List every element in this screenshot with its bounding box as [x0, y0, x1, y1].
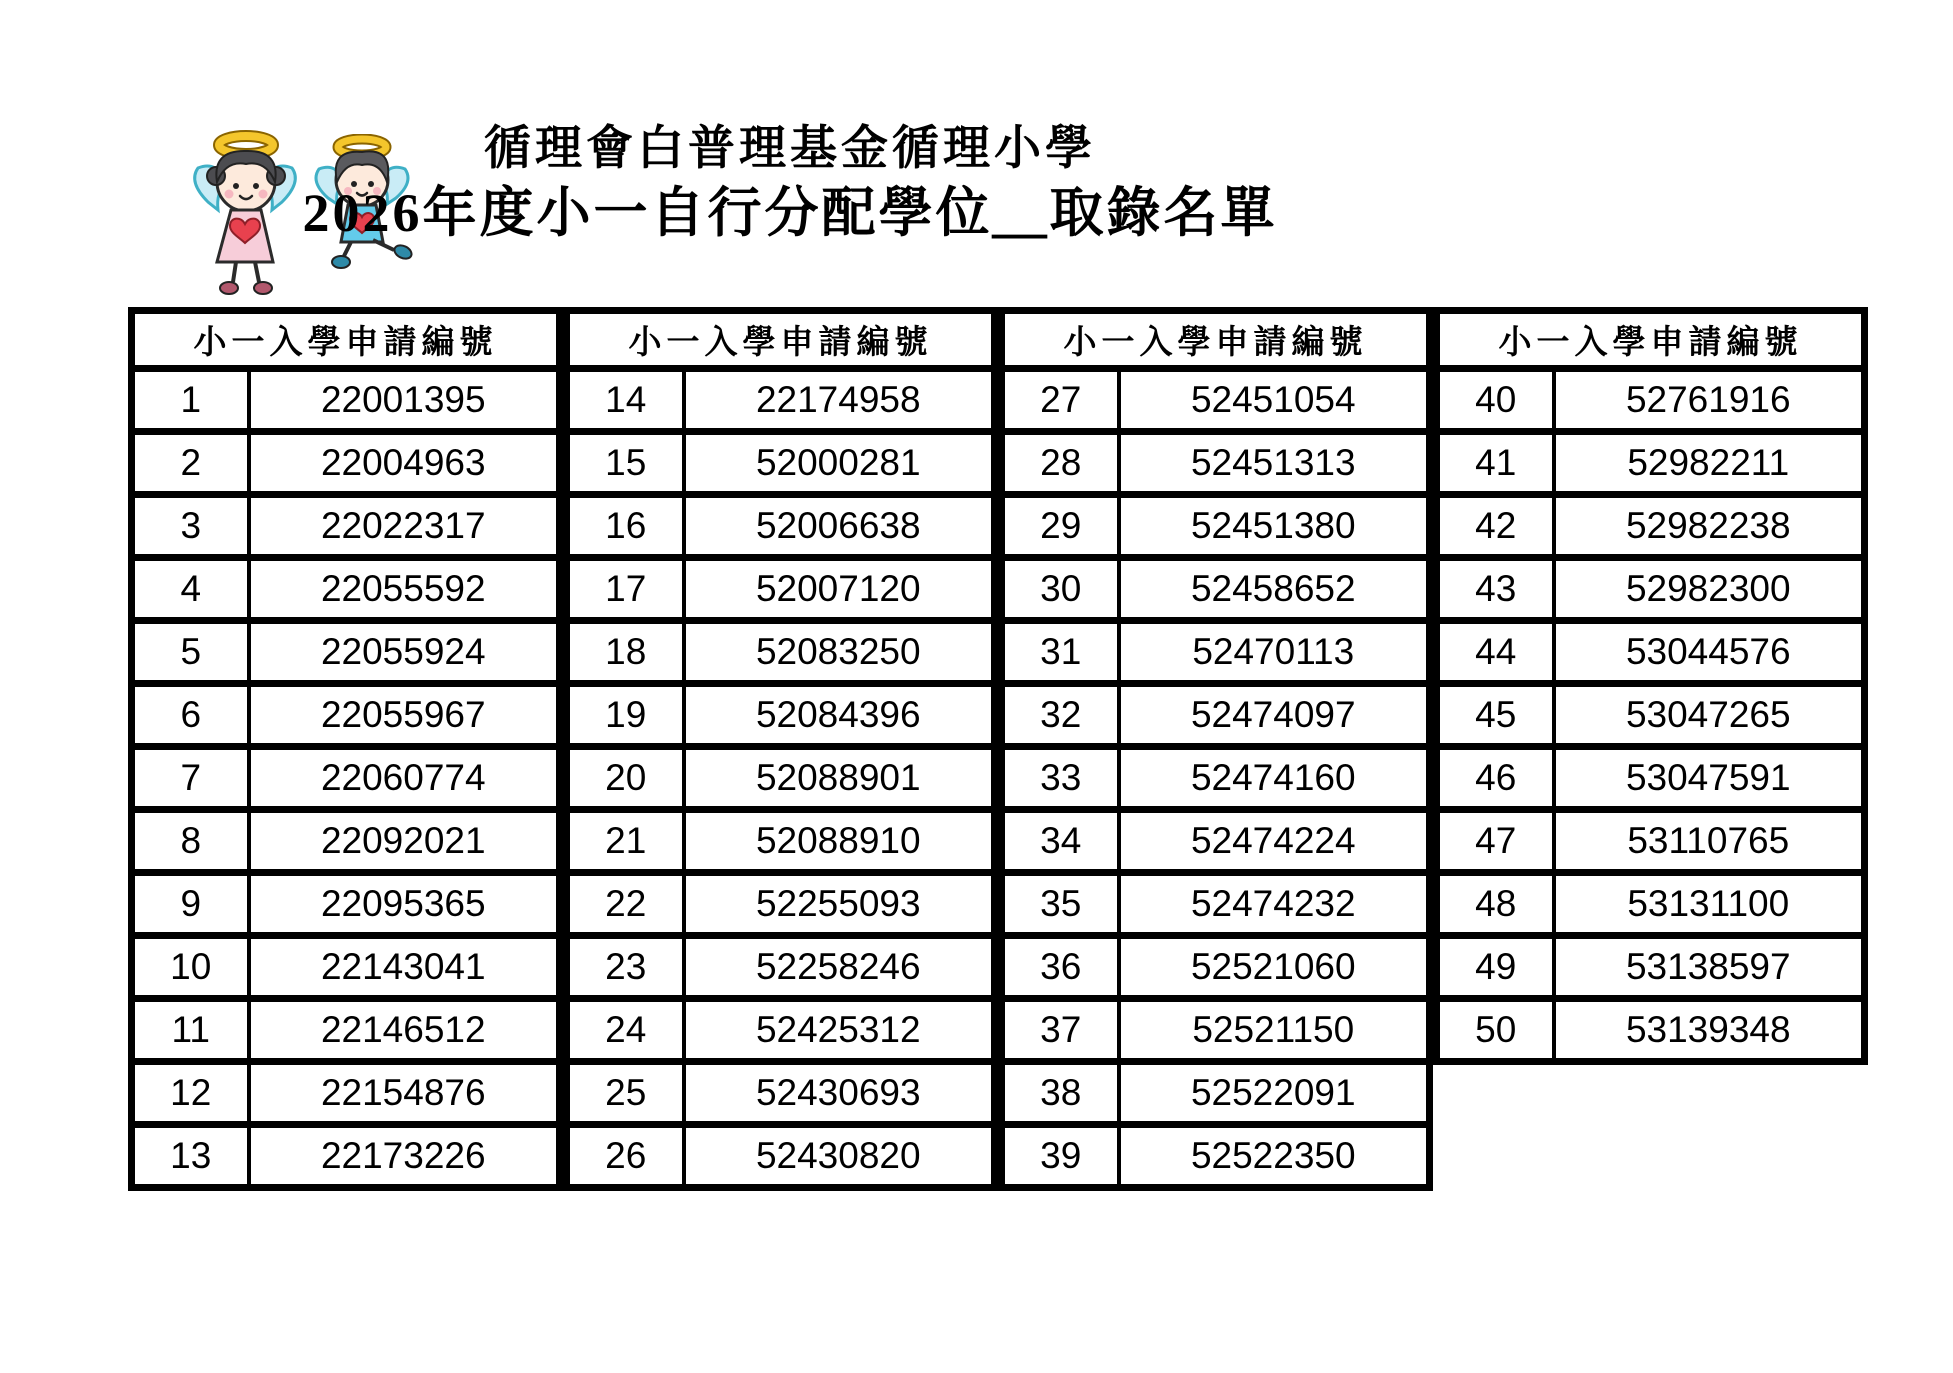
application-number-cell: 52084396 [684, 684, 995, 747]
application-number-cell: 52522091 [1119, 1062, 1430, 1125]
table-row [567, 1062, 995, 1125]
table-row [1002, 873, 1430, 936]
table-row [132, 999, 560, 1062]
row-number-cell: 48 [1437, 873, 1554, 936]
table-row [567, 558, 995, 621]
table-row [132, 936, 560, 999]
row-number-cell: 16 [567, 495, 684, 558]
row-number-cell: 43 [1437, 558, 1554, 621]
table-row [1002, 621, 1430, 684]
column-header: 小一入學申請編號 [1002, 311, 1430, 369]
column-header: 小一入學申請編號 [1437, 311, 1865, 369]
application-number-cell: 22143041 [249, 936, 560, 999]
table-row [1437, 684, 1865, 747]
application-number-cell: 52088910 [684, 810, 995, 873]
application-number-cell: 52474232 [1119, 873, 1430, 936]
table-row [1002, 684, 1430, 747]
application-number-cell: 52982238 [1554, 495, 1865, 558]
row-number-cell: 32 [1002, 684, 1119, 747]
table-row [1002, 495, 1430, 558]
row-number-cell: 15 [567, 432, 684, 495]
application-number-cell: 52430693 [684, 1062, 995, 1125]
page-title: 2026年度小一自行分配學位＿取錄名單 [302, 183, 1278, 244]
table-row [1002, 558, 1430, 621]
table-row [1002, 1062, 1430, 1125]
column-header: 小一入學申請編號 [567, 311, 995, 369]
table-row [1437, 999, 1865, 1062]
table-row [567, 495, 995, 558]
application-number-cell: 22154876 [249, 1062, 560, 1125]
table-row [1002, 369, 1430, 432]
table-row [567, 747, 995, 810]
row-number-cell: 21 [567, 810, 684, 873]
table-row [132, 1062, 560, 1125]
application-number-cell: 52761916 [1554, 369, 1865, 432]
table-row [132, 621, 560, 684]
table-row [1437, 810, 1865, 873]
application-number-cell: 52521150 [1119, 999, 1430, 1062]
application-number-cell: 53047265 [1554, 684, 1865, 747]
row-number-cell: 12 [132, 1062, 249, 1125]
table-row [132, 684, 560, 747]
table-row [1437, 495, 1865, 558]
application-number-cell: 52451054 [1119, 369, 1430, 432]
application-number-cell: 22055592 [249, 558, 560, 621]
row-number-cell: 39 [1002, 1125, 1119, 1188]
table-row [1437, 369, 1865, 432]
table-row [567, 810, 995, 873]
row-number-cell: 8 [132, 810, 249, 873]
row-number-cell: 33 [1002, 747, 1119, 810]
application-number-cell: 53044576 [1554, 621, 1865, 684]
row-number-cell: 35 [1002, 873, 1119, 936]
admission-number-table [128, 307, 1868, 1191]
row-number-cell: 6 [132, 684, 249, 747]
table-row [1437, 432, 1865, 495]
table-row [567, 1125, 995, 1188]
row-number-cell: 44 [1437, 621, 1554, 684]
application-number-cell: 52000281 [684, 432, 995, 495]
row-number-cell: 17 [567, 558, 684, 621]
table-row [132, 369, 560, 432]
application-number-cell: 22055967 [249, 684, 560, 747]
row-number-cell: 23 [567, 936, 684, 999]
table-row [132, 810, 560, 873]
row-number-cell: 40 [1437, 369, 1554, 432]
row-number-cell: 31 [1002, 621, 1119, 684]
page-titles [0, 122, 1580, 244]
application-number-cell: 52522350 [1119, 1125, 1430, 1188]
application-number-cell: 22174958 [684, 369, 995, 432]
application-number-cell: 22004963 [249, 432, 560, 495]
application-number-cell: 53131100 [1554, 873, 1865, 936]
application-number-cell: 22173226 [249, 1125, 560, 1188]
row-number-cell: 26 [567, 1125, 684, 1188]
angel-girl-legs [220, 262, 272, 294]
row-number-cell: 3 [132, 495, 249, 558]
application-number-cell: 52451313 [1119, 432, 1430, 495]
row-number-cell: 18 [567, 621, 684, 684]
application-number-cell: 52982300 [1554, 558, 1865, 621]
table-row [132, 873, 560, 936]
admission-table-group-2 [563, 307, 998, 1191]
application-number-cell: 22055924 [249, 621, 560, 684]
column-header: 小一入學申請編號 [132, 311, 560, 369]
table-row [1002, 747, 1430, 810]
table-row [1002, 999, 1430, 1062]
application-number-cell: 53110765 [1554, 810, 1865, 873]
table-row [567, 936, 995, 999]
table-row [1437, 621, 1865, 684]
row-number-cell: 45 [1437, 684, 1554, 747]
application-number-cell: 52258246 [684, 936, 995, 999]
row-number-cell: 4 [132, 558, 249, 621]
application-number-cell: 52521060 [1119, 936, 1430, 999]
row-number-cell: 47 [1437, 810, 1554, 873]
row-number-cell: 28 [1002, 432, 1119, 495]
application-number-cell: 52088901 [684, 747, 995, 810]
application-number-cell: 52006638 [684, 495, 995, 558]
row-number-cell: 14 [567, 369, 684, 432]
row-number-cell: 10 [132, 936, 249, 999]
application-number-cell: 22146512 [249, 999, 560, 1062]
angel-boy-legs [332, 240, 414, 268]
row-number-cell: 25 [567, 1062, 684, 1125]
table-row [132, 1125, 560, 1188]
application-number-cell: 22095365 [249, 873, 560, 936]
row-number-cell: 24 [567, 999, 684, 1062]
row-number-cell: 50 [1437, 999, 1554, 1062]
table-row [567, 999, 995, 1062]
row-number-cell: 19 [567, 684, 684, 747]
row-number-cell: 2 [132, 432, 249, 495]
row-number-cell: 13 [132, 1125, 249, 1188]
application-number-cell: 52451380 [1119, 495, 1430, 558]
application-number-cell: 22001395 [249, 369, 560, 432]
table-row [132, 558, 560, 621]
row-number-cell: 20 [567, 747, 684, 810]
application-number-cell: 52083250 [684, 621, 995, 684]
application-number-cell: 53138597 [1554, 936, 1865, 999]
row-number-cell: 11 [132, 999, 249, 1062]
table-row [567, 621, 995, 684]
table-row [1437, 558, 1865, 621]
row-number-cell: 36 [1002, 936, 1119, 999]
table-row [132, 495, 560, 558]
row-number-cell: 9 [132, 873, 249, 936]
row-number-cell: 41 [1437, 432, 1554, 495]
school-name: 循理會白普理基金循理小學 [484, 123, 1096, 175]
table-row [567, 369, 995, 432]
application-number-cell: 53047591 [1554, 747, 1865, 810]
application-number-cell: 52474224 [1119, 810, 1430, 873]
admission-table-group-3 [998, 307, 1433, 1191]
row-number-cell: 37 [1002, 999, 1119, 1062]
application-number-cell: 52982211 [1554, 432, 1865, 495]
application-number-cell: 52474160 [1119, 747, 1430, 810]
application-number-cell: 53139348 [1554, 999, 1865, 1062]
row-number-cell: 7 [132, 747, 249, 810]
application-number-cell: 22022317 [249, 495, 560, 558]
row-number-cell: 27 [1002, 369, 1119, 432]
row-number-cell: 49 [1437, 936, 1554, 999]
application-number-cell: 52470113 [1119, 621, 1430, 684]
application-number-cell: 22060774 [249, 747, 560, 810]
row-number-cell: 29 [1002, 495, 1119, 558]
table-row [1002, 1125, 1430, 1188]
application-number-cell: 52458652 [1119, 558, 1430, 621]
table-row [567, 873, 995, 936]
row-number-cell: 22 [567, 873, 684, 936]
row-number-cell: 5 [132, 621, 249, 684]
table-row [1437, 747, 1865, 810]
table-row [1002, 432, 1430, 495]
table-row [132, 747, 560, 810]
row-number-cell: 1 [132, 369, 249, 432]
admission-table-group-4 [1433, 307, 1868, 1065]
application-number-cell: 22092021 [249, 810, 560, 873]
row-number-cell: 38 [1002, 1062, 1119, 1125]
table-row [132, 432, 560, 495]
admission-table-group-1 [128, 307, 563, 1191]
table-row [1437, 936, 1865, 999]
application-number-cell: 52474097 [1119, 684, 1430, 747]
application-number-cell: 52007120 [684, 558, 995, 621]
row-number-cell: 46 [1437, 747, 1554, 810]
application-number-cell: 52255093 [684, 873, 995, 936]
row-number-cell: 34 [1002, 810, 1119, 873]
table-row [567, 684, 995, 747]
row-number-cell: 42 [1437, 495, 1554, 558]
table-row [567, 432, 995, 495]
application-number-cell: 52430820 [684, 1125, 995, 1188]
table-row [1437, 873, 1865, 936]
table-row [1002, 810, 1430, 873]
table-row [1002, 936, 1430, 999]
row-number-cell: 30 [1002, 558, 1119, 621]
application-number-cell: 52425312 [684, 999, 995, 1062]
